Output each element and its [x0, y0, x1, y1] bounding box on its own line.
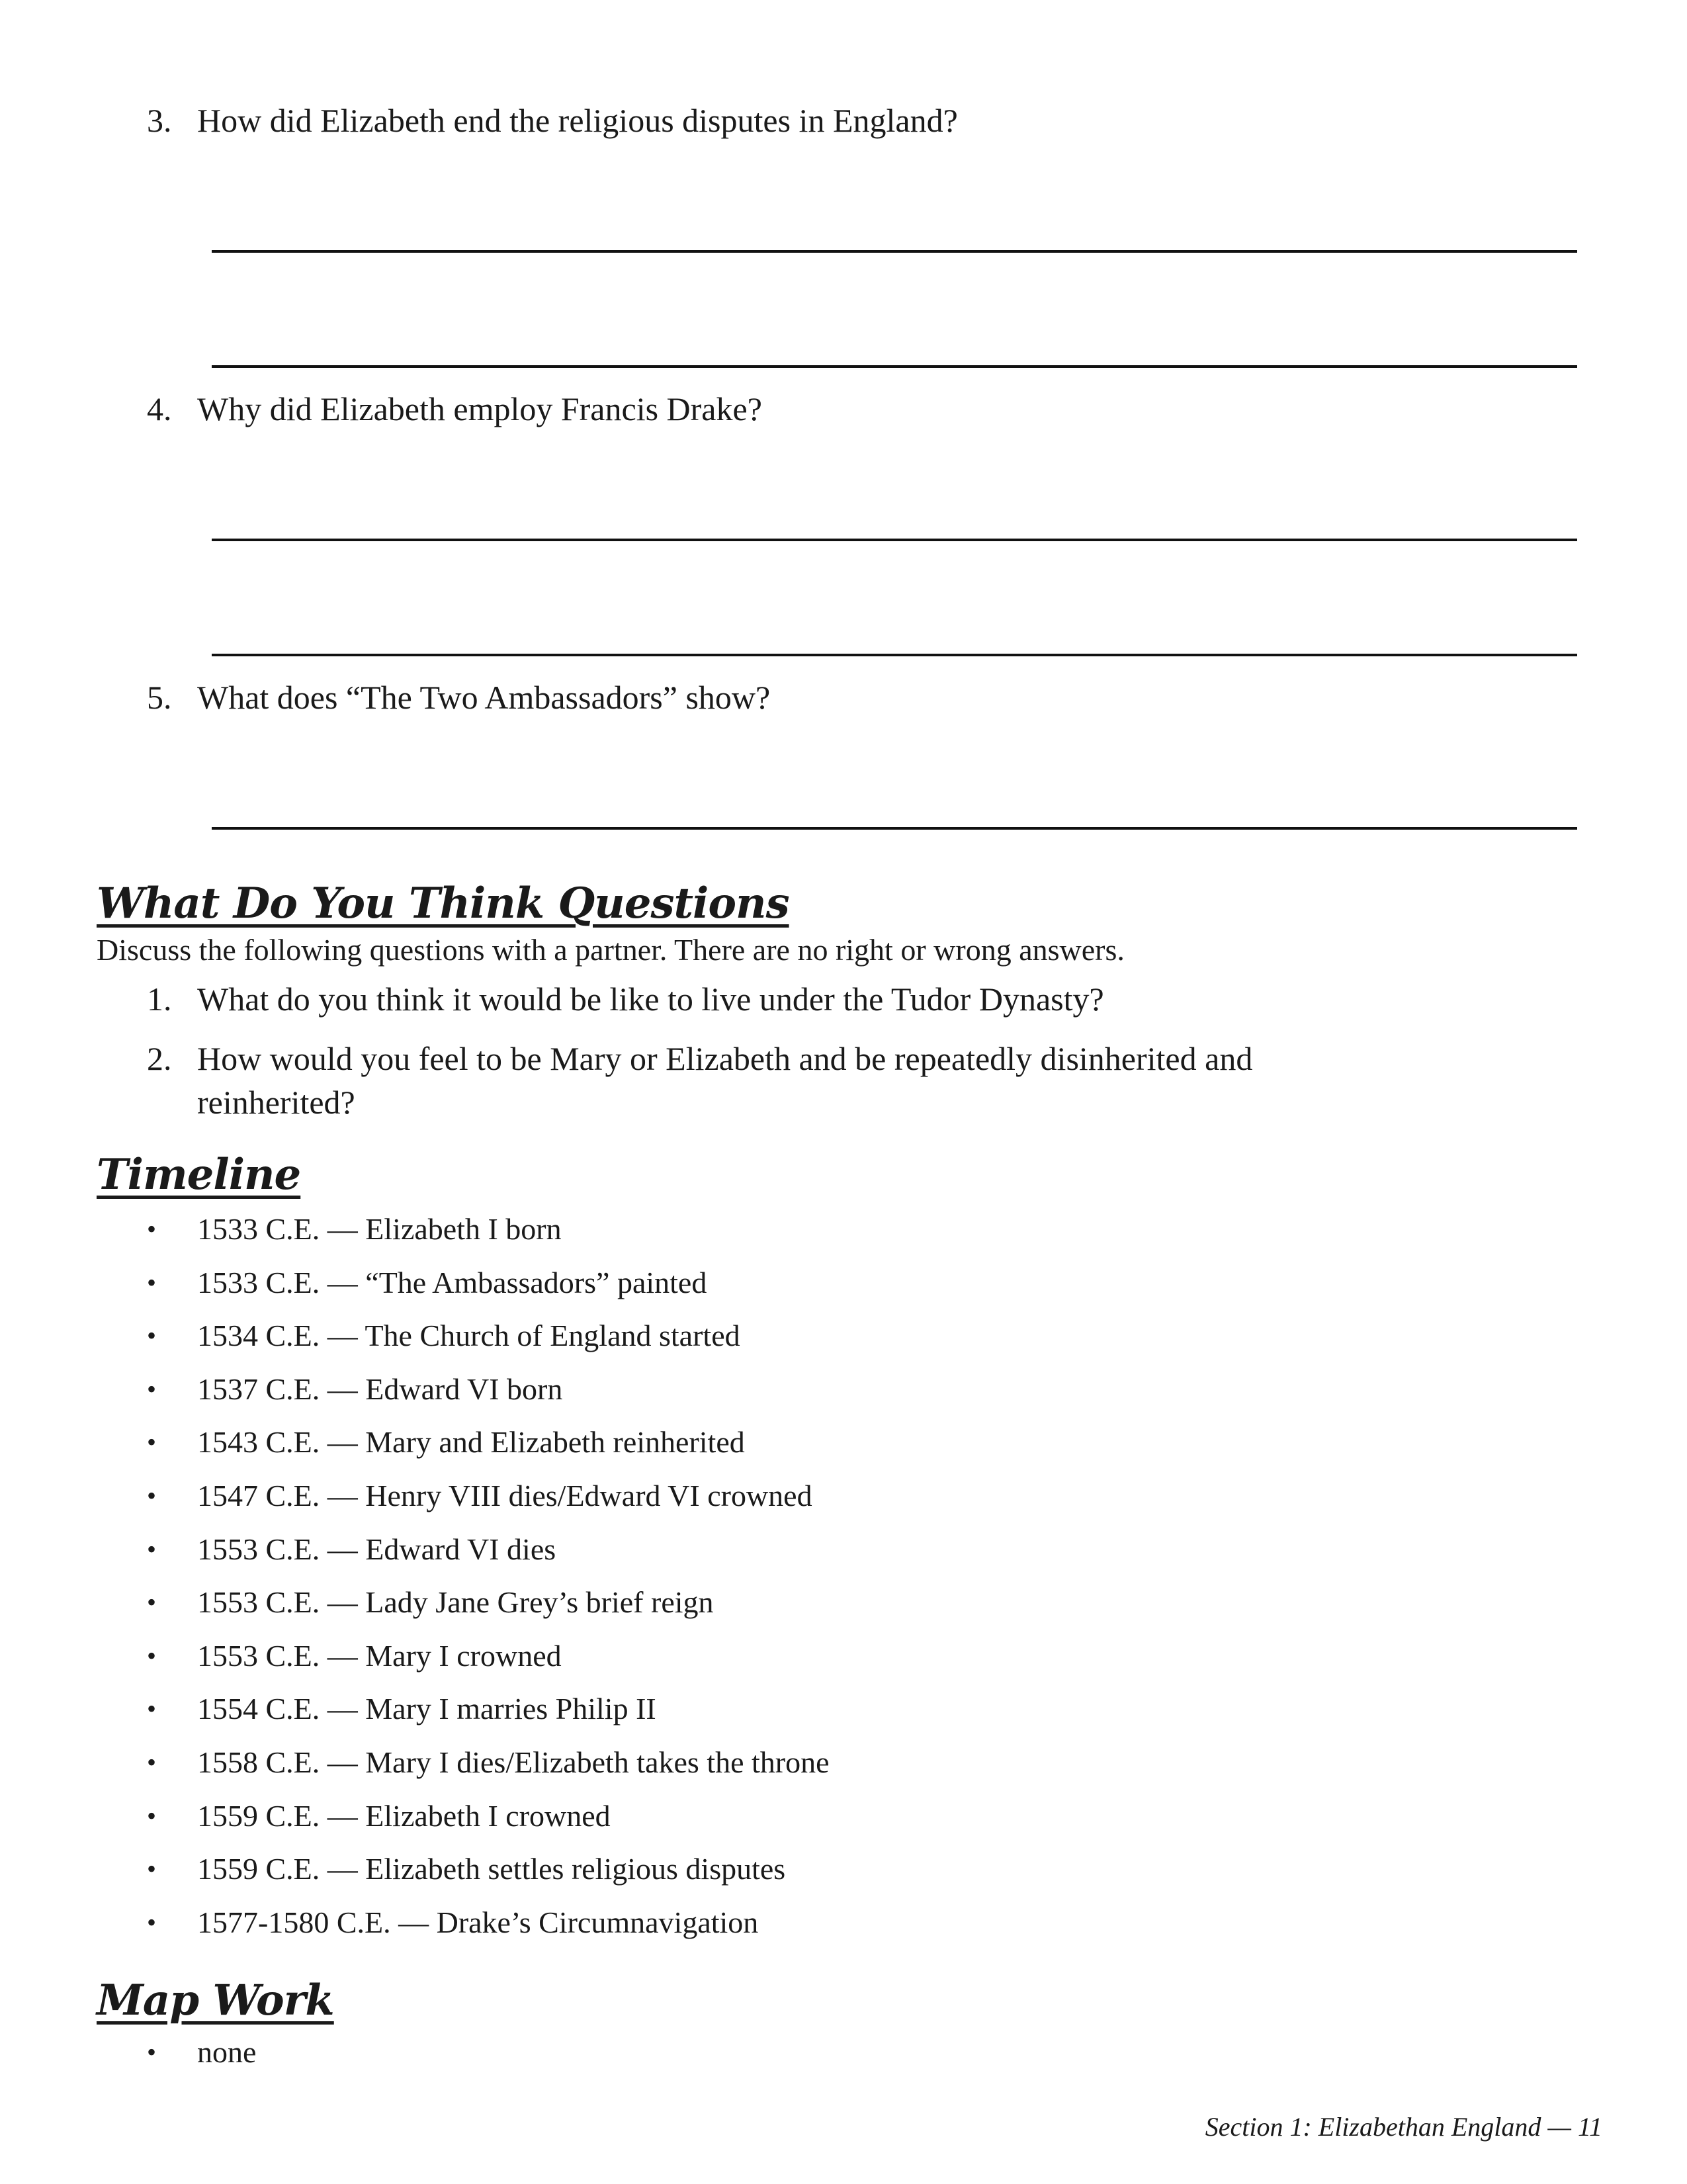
- bullet-icon: •: [147, 1587, 157, 1618]
- bullet-icon: •: [147, 1640, 157, 1671]
- answer-line[interactable]: [212, 539, 1577, 541]
- question-number: 1.: [147, 981, 172, 1018]
- answer-line[interactable]: [212, 250, 1577, 253]
- what-do-you-think-heading: What Do You Think Questions: [97, 879, 789, 928]
- bullet-icon: •: [147, 1854, 157, 1884]
- answer-line[interactable]: [212, 827, 1577, 830]
- question-text: What do you think it would be like to live under the Tudor Dynasty?: [197, 981, 1104, 1018]
- bullet-icon: •: [147, 1321, 157, 1351]
- question-text: Why did Elizabeth employ Francis Drake?: [197, 390, 762, 427]
- bullet-icon: •: [147, 1907, 157, 1937]
- question-text-line-1: How would you feel to be Mary or Elizabeth and be repeatedly disinherited and: [197, 1040, 1253, 1077]
- bullet-icon: •: [147, 1480, 157, 1510]
- bullet-icon: •: [147, 1214, 157, 1244]
- question-text: What does “The Two Ambassadors” show?: [197, 679, 771, 716]
- answer-line[interactable]: [212, 654, 1577, 656]
- discussion-intro: Discuss the following questions with a partner. There are no right or wrong answers.: [97, 933, 1125, 967]
- answer-line[interactable]: [212, 365, 1577, 368]
- question-number: 2.: [147, 1040, 172, 1077]
- page-footer: Section 1: Elizabethan England — 11: [1205, 2112, 1602, 2142]
- map-work-heading: Map Work: [97, 1976, 334, 2025]
- question-number: 5.: [147, 679, 172, 716]
- bullet-icon: •: [147, 2037, 157, 2067]
- bullet-icon: •: [147, 1694, 157, 1724]
- question-text-line-2: reinherited?: [197, 1084, 355, 1121]
- bullet-icon: •: [147, 1534, 157, 1564]
- question-number: 4.: [147, 390, 172, 427]
- bullet-icon: •: [147, 1427, 157, 1458]
- bullet-icon: •: [147, 1747, 157, 1777]
- bullet-icon: •: [147, 1374, 157, 1404]
- question-number: 3.: [147, 102, 172, 139]
- question-text: How did Elizabeth end the religious disputes in England?: [197, 102, 958, 139]
- timeline-heading: Timeline: [97, 1150, 301, 1200]
- bullet-icon: •: [147, 1800, 157, 1831]
- bullet-icon: •: [147, 1267, 157, 1297]
